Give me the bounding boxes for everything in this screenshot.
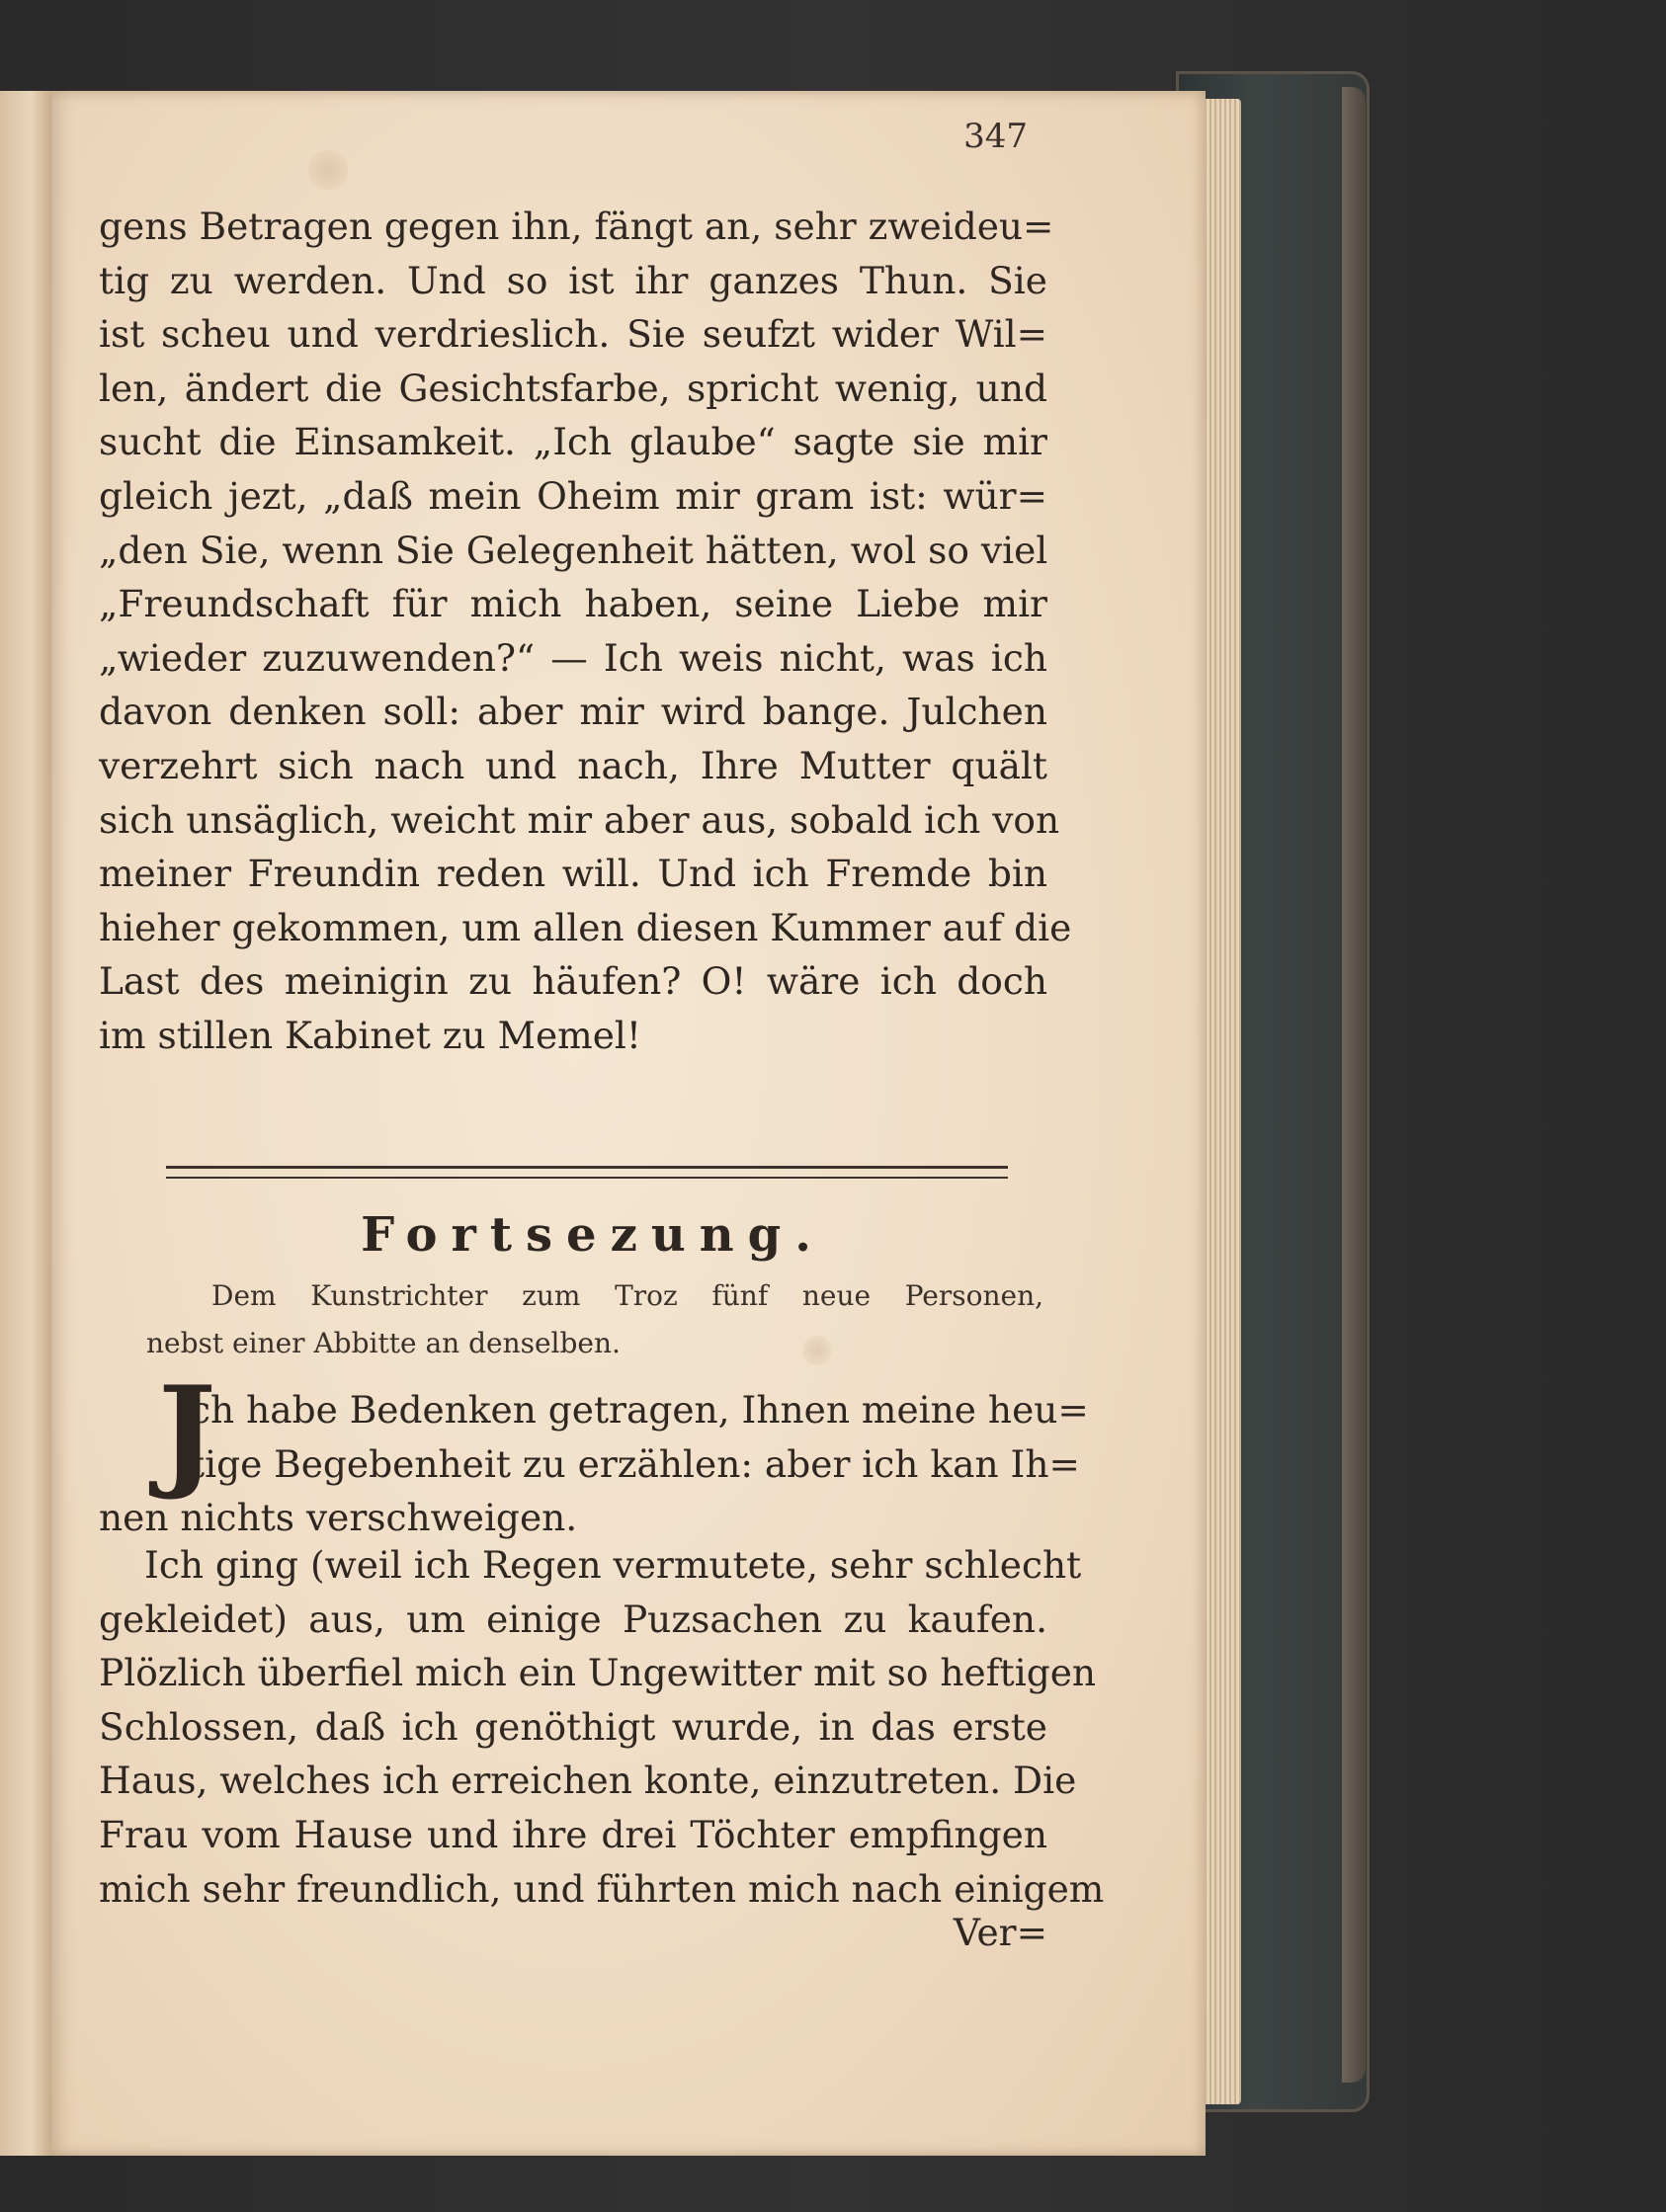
section-divider-rule bbox=[166, 1166, 1008, 1179]
paragraph-3 bbox=[99, 1538, 1105, 1916]
text-line: gekleidet) aus, um einige Puzsachen zu kaufen. bbox=[99, 1597, 1047, 1641]
text-line: meiner Freundin reden will. Und ich Fremde bin bbox=[99, 852, 1047, 896]
section-subtitle bbox=[146, 1272, 1043, 1367]
text-line: Frau vom Hause und ihre drei Töchter empfingen bbox=[99, 1812, 1047, 1856]
text-line: Last des meinigin zu häufen? O! wäre ich doch bbox=[99, 959, 1047, 1004]
drop-cap: J bbox=[158, 1360, 216, 1504]
text-line: sucht die Einsamkeit. „Ich glaube“ sagte sie mir bbox=[99, 420, 1047, 464]
text-line: im stillen Kabinet zu Memel! bbox=[99, 1013, 641, 1057]
text-line: mich sehr freundlich, und führten mich nach einigem bbox=[99, 1866, 1105, 1911]
text-line: Haus, welches ich erreichen konte, einzutreten. Die bbox=[99, 1759, 1077, 1803]
subtitle-line: nebst einer Abbitte an denselben. bbox=[146, 1327, 621, 1359]
facing-page-edge bbox=[0, 91, 53, 2156]
text-line: Schlossen, daß ich genöthigt wurde, in das erste bbox=[99, 1704, 1047, 1749]
text-line: „Freundschaft für mich haben, seine Liebe mir bbox=[99, 582, 1047, 626]
text-line: nen nichts verschweigen. bbox=[99, 1496, 578, 1540]
paper-stain bbox=[308, 150, 348, 190]
text-line: ch habe Bedenken getragen, Ihnen meine heu= bbox=[190, 1388, 1089, 1432]
text-line: hieher gekommen, um allen diesen Kummer auf die bbox=[99, 905, 1072, 949]
catchword: Ver= bbox=[953, 1911, 1047, 1954]
text-line: ist scheu und verdrieslich. Sie seufzt wider Wil= bbox=[99, 312, 1047, 357]
text-line: Plözlich überfiel mich ein Ungewitter mit so heftigen bbox=[99, 1651, 1097, 1695]
paragraph-1 bbox=[99, 200, 1072, 1063]
text-line: len, ändert die Gesichtsfarbe, spricht wenig, und bbox=[99, 366, 1047, 410]
subtitle-line: Dem Kunstrichter zum Troz fünf neue Personen, bbox=[211, 1279, 1043, 1312]
text-line: gens Betragen gegen ihn, fängt an, sehr zweideu= bbox=[99, 205, 1054, 248]
text-line: tige Begebenheit zu erzählen: aber ich kan Ih= bbox=[190, 1441, 1080, 1486]
text-line: davon denken soll: aber mir wird bange. Julchen bbox=[99, 690, 1047, 734]
text-line: tig zu werden. Und so ist ihr ganzes Thun. Sie bbox=[99, 258, 1047, 302]
text-line: verzehrt sich nach und nach, Ihre Mutter quält bbox=[99, 743, 1047, 787]
text-line: „den Sie, wenn Sie Gelegenheit hätten, wol so viel bbox=[99, 528, 1048, 572]
text-line: gleich jezt, „daß mein Oheim mir gram ist: wür= bbox=[99, 473, 1047, 518]
text-line: Ich ging (weil ich Regen vermutete, sehr schlecht bbox=[144, 1543, 1082, 1587]
text-line: „wieder zuzuwenden?“ — Ich weis nicht, was ich bbox=[99, 635, 1047, 680]
cover-spine-edge bbox=[1342, 87, 1366, 2083]
section-heading: Fortsezung. bbox=[361, 1207, 825, 1263]
page-number: 347 bbox=[963, 117, 1028, 156]
text-line: sich unsäglich, weicht mir aber aus, sobald ich von bbox=[99, 797, 1060, 842]
paragraph-2 bbox=[99, 1383, 1089, 1545]
